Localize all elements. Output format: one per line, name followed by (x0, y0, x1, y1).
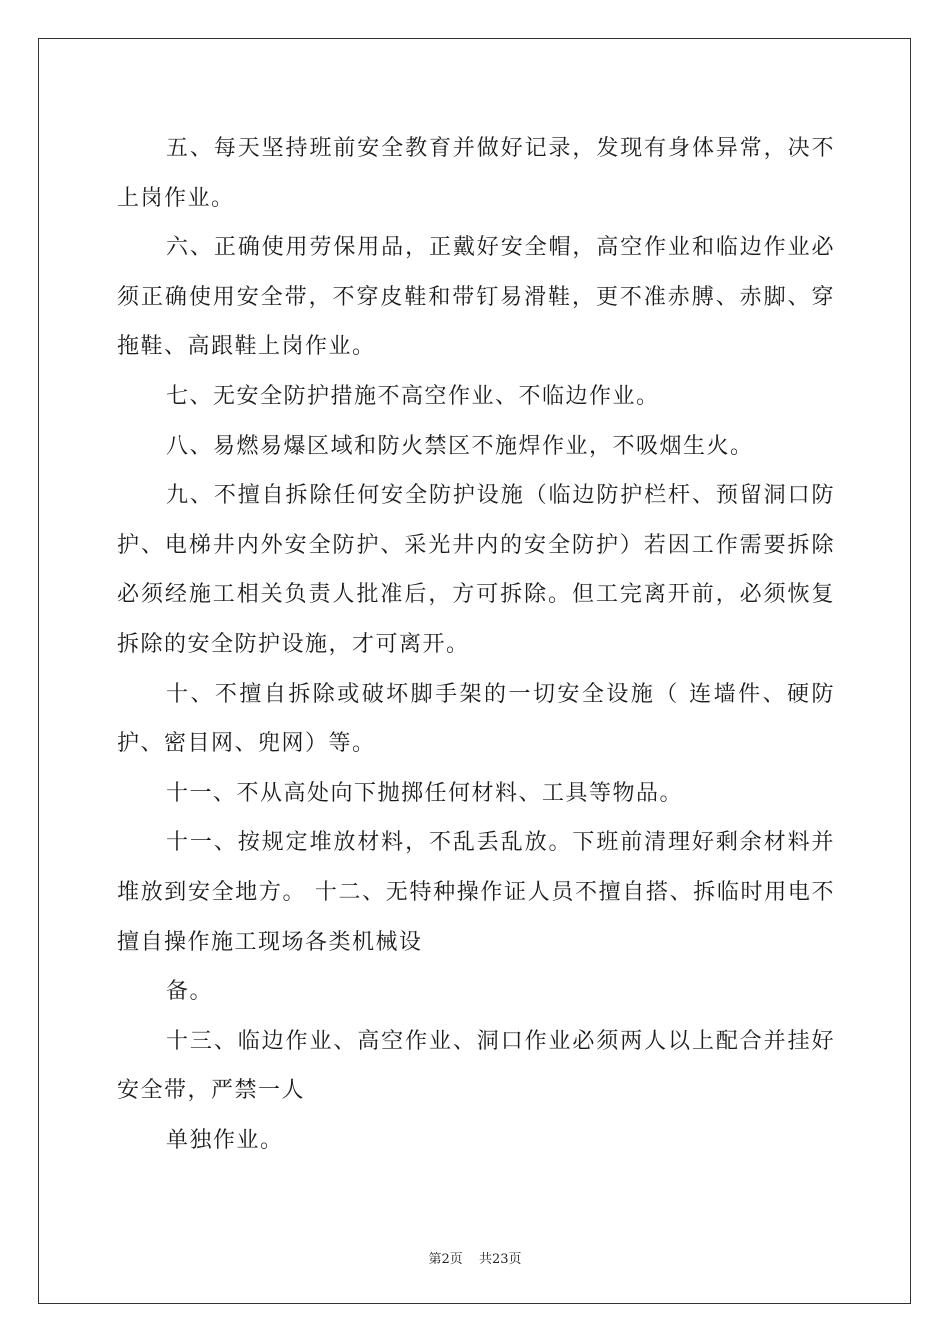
paragraph-11a: 十一、不从高处向下抛掷任何材料、工具等物品。 (166, 780, 684, 806)
page-footer (0, 1248, 950, 1267)
paragraph-10: 十、不擅自拆除或破坏脚手架的一切安全设施（ 连墙件、硬防护、密目网、兜网）等。 (117, 681, 835, 757)
paragraph-8: 八、易燃易爆区域和防火禁区不施焊作业，不吸烟生火。 (166, 433, 754, 459)
paragraph-11b: 十一、按规定堆放材料，不乱丢乱放。下班前清理好剩余材料并堆放到安全地方。 十二、无特种操作证人员不擅自搭、拆临时用电不擅自操作施工现场各类机械设 (117, 830, 835, 955)
paragraph-13-continued: 单独作业。 (166, 1127, 284, 1153)
paragraph-9: 九、不擅自拆除任何安全防护设施（临边防护栏杆、预留洞口防护、电梯井内外安全防护、采光井内的安全防护）若因工作需要拆除必须经施工相关负责人批准后，方可拆除。但工完离开前，必须恢复拆除的安全防护设施，才可离开。 (117, 483, 835, 657)
paragraph-11b-continued: 备。 (166, 979, 214, 1005)
paragraph-7: 七、无安全防护措施不高空作业、不临边作业。 (166, 383, 660, 409)
paragraph-13: 十三、临边作业、高空作业、洞口作业必须两人以上配合并挂好安全带，严禁一人 (117, 1028, 835, 1104)
total-pages: 共23页 (478, 1252, 522, 1267)
paragraph-6: 六、正确使用劳保用品，正戴好安全帽，高空作业和临边作业必须正确使用安全带，不穿皮鞋和带钉易滑鞋，更不准赤膊、赤脚、穿拖鞋、高跟鞋上岗作业。 (117, 235, 835, 360)
paragraph-5: 五、每天坚持班前安全教育并做好记录，发现有身体异常，决不上岗作业。 (117, 136, 835, 211)
document-body (117, 124, 835, 1165)
page-number: 第2页 (428, 1252, 463, 1267)
